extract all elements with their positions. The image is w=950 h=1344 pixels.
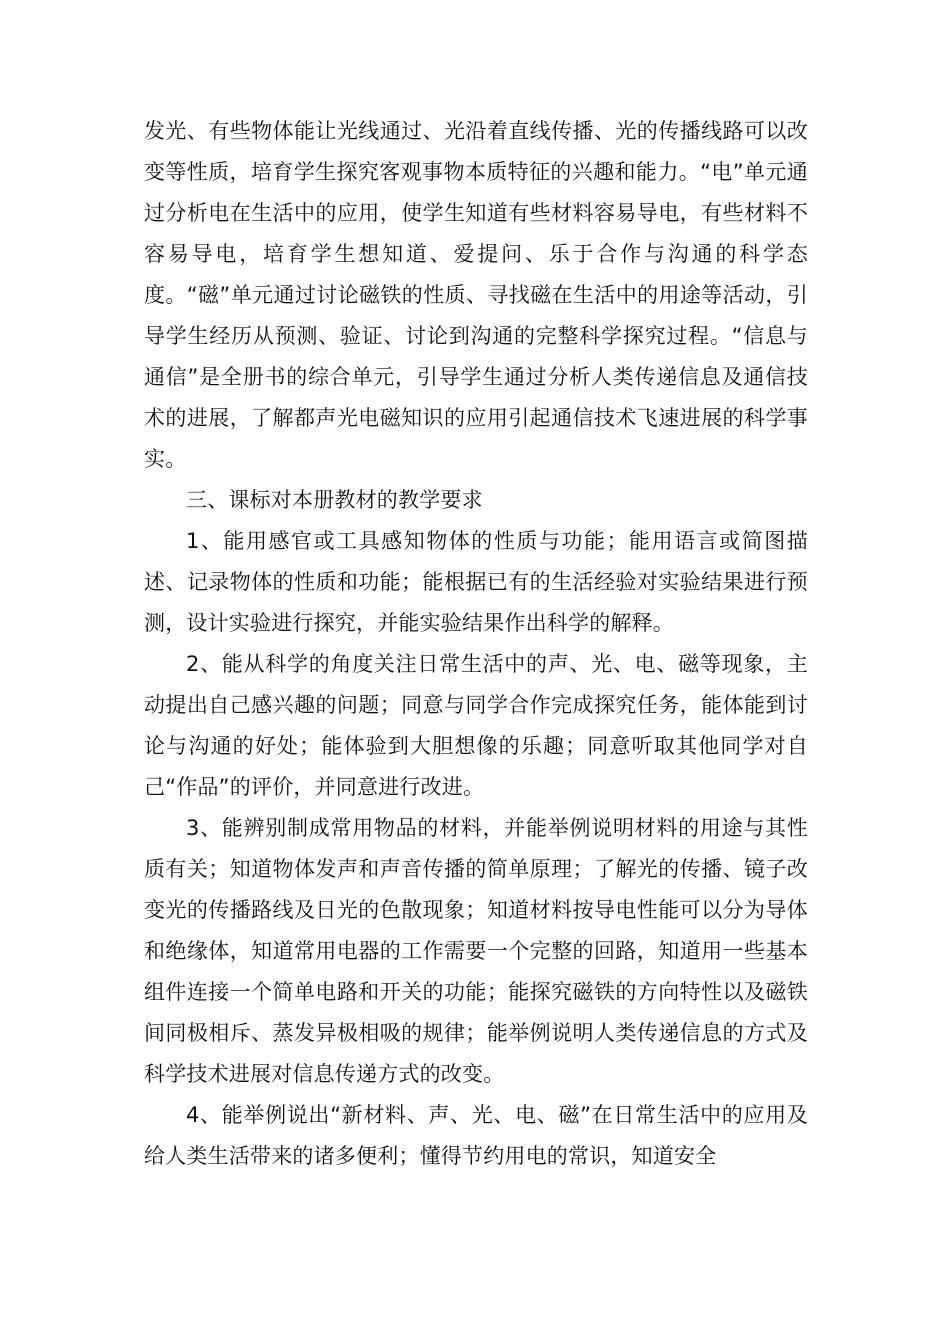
paragraph-item-4: 4、能举例说出“新材料、声、光、电、磁”在日常生活中的应用及给人类生活带来的诸多便利；懂得节约用电的常识，知道安全 xyxy=(144,1103,808,1168)
paragraph-continuation: 发光、有些物体能让光线通过、光沿着直线传播、光的传播线路可以改变等性质，培育学生探究客观事物本质特征的兴趣和能力。“电”单元通过分析电在生活中的应用，使学生知道有些材料容易导电，有些材料不容易导电，培育学生想知道、爱提问、乐于合作与沟通的科学态度。“磁”单元通过讨论磁铁的性质、寻找磁在生活中的用途等活动，引导学生经历从预测、验证、讨论到沟通的完整科学探究过程。“信息与通信”是全册书的综合单元，引导学生通过分析人类传递信息及通信技术的进展，了解都声光电磁知识的应用引起通信技术飞速进展的科学事实。 xyxy=(144,119,808,471)
section-heading: 三、课标对本册教材的教学要求 xyxy=(186,488,483,512)
paragraph-item-2: 2、能从科学的角度关注日常生活中的声、光、电、磁等现象，主动提出自己感兴趣的问题；同意与同学合作完成探究任务，能体能到讨论与沟通的好处；能体验到大胆想像的乐趣；同意听取其他同学对自己“作品”的评价，并同意进行改进。 xyxy=(144,652,808,799)
paragraph-item-3: 3、能辨别制成常用物品的材料，并能举例说明材料的用途与其性质有关；知道物体发声和声音传播的简单原理；了解光的传播、镜子改变光的传播路线及日光的色散现象；知道材料按导电性能可以分为导体和绝缘体，知道常用电器的工作需要一个完整的回路，知道用一些基本组件连接一个简单电路和开关的功能；能探究磁铁的方向特性以及磁铁间同极相斥、蒸发异极相吸的规律；能举例说明人类传递信息的方式及科学技术进展对信息传递方式的改变。 xyxy=(144,816,808,1086)
paragraph-item-1: 1、能用感官或工具感知物体的性质与功能；能用语言或简图描述、记录物体的性质和功能；能根据已有的生活经验对实验结果进行预测，设计实验进行探究，并能实验结果作出科学的解释。 xyxy=(144,529,808,635)
document-page xyxy=(144,111,808,1177)
